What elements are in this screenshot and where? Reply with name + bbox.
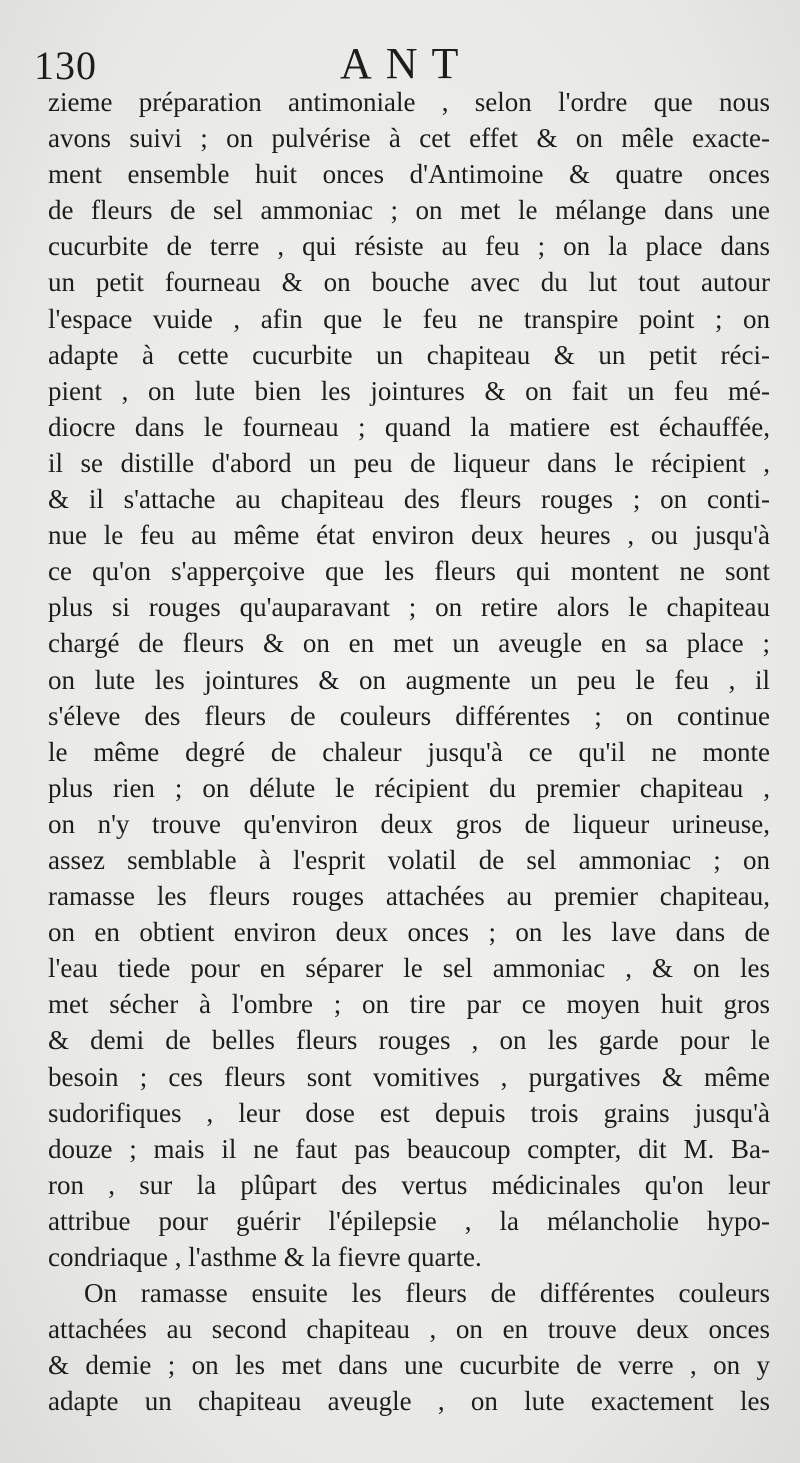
text-line: s'éleve des fleurs de couleurs différentes ; on continue <box>48 700 770 731</box>
text-line: un petit fourneau & on bouche avec du lut tout autour <box>48 267 770 298</box>
text-line: attribue pour guérir l'épilepsie , la mélancholie hypo- <box>48 1205 770 1236</box>
text-line: condriaque , l'asthme & la fievre quarte. <box>48 1242 482 1272</box>
text-line: diocre dans le fourneau ; quand la matiere est échauffée, <box>48 411 770 442</box>
text-line: chargé de fleurs & on en met un aveugle en sa place ; <box>48 628 770 659</box>
text-line: assez semblable à l'esprit volatil de sel ammoniac ; on <box>48 844 770 875</box>
page-number: 130 <box>34 43 97 88</box>
text-line: & demi de belles fleurs rouges , on les garde pour le <box>48 1025 770 1056</box>
text-line: plus si rouges qu'auparavant ; on retire alors le chapiteau <box>48 592 770 623</box>
text-line: adapte à cette cucurbite un chapiteau & un petit réci- <box>48 339 770 370</box>
text-line: adapte un chapiteau aveugle , on lute exactement les <box>48 1386 770 1417</box>
text-line: il se distille d'abord un peu de liqueur dans le récipient , <box>48 447 770 478</box>
text-line: ron , sur la plûpart des vertus médicinales qu'on leur <box>48 1169 770 1200</box>
text-line: & il s'attache au chapiteau des fleurs rouges ; on conti- <box>48 484 770 515</box>
text-line: avons suivi ; on pulvérise à cet effet & on mêle exacte- <box>48 123 770 154</box>
text-line: on en obtient environ deux onces ; on les lave dans de <box>48 917 770 948</box>
text-line: cucurbite de terre , qui résiste au feu ; on la place dans <box>48 231 770 262</box>
text-line: attachées au second chapiteau , on en trouve deux onces <box>48 1314 770 1345</box>
page-header <box>0 38 800 88</box>
body-text <box>48 84 770 1419</box>
text-line: ment ensemble huit onces d'Antimoine & quatre onces <box>48 159 770 190</box>
text-line: zieme préparation antimoniale , selon l'ordre que nous <box>48 87 770 117</box>
text-line: besoin ; ces fleurs sont vomitives , purgatives & même <box>48 1061 770 1092</box>
text-line: sudorifiques , leur dose est depuis trois grains jusqu'à <box>48 1097 770 1128</box>
text-line: nue le feu au même état environ deux heures , ou jusqu'à <box>48 520 770 551</box>
text-line: pient , on lute bien les jointures & on fait un feu mé- <box>48 375 770 406</box>
text-line: l'eau tiede pour en séparer le sel ammoniac , & on les <box>48 953 770 984</box>
text-line: de fleurs de sel ammoniac ; on met le mélange dans une <box>48 195 770 226</box>
text-line: le même degré de chaleur jusqu'à ce qu'il ne monte <box>48 736 770 767</box>
text-line: On ramasse ensuite les fleurs de différentes couleurs <box>84 1278 770 1309</box>
text-line: on n'y trouve qu'environ deux gros de liqueur urineuse, <box>48 808 770 839</box>
text-line: ramasse les fleurs rouges attachées au premier chapiteau, <box>48 881 770 912</box>
running-head: ANT <box>340 39 473 88</box>
text-line: & demie ; on les met dans une cucurbite de verre , on y <box>48 1350 770 1381</box>
text-line: l'espace vuide , afin que le feu ne transpire point ; on <box>48 303 770 334</box>
text-line: on lute les jointures & on augmente un peu le feu , il <box>48 664 770 695</box>
text-line: douze ; mais il ne faut pas beaucoup compter, dit M. Ba- <box>48 1133 770 1164</box>
text-line: ce qu'on s'apperçoive que les fleurs qui montent ne sont <box>48 556 770 587</box>
text-line: plus rien ; on délute le récipient du premier chapiteau , <box>48 772 770 803</box>
text-line: met sécher à l'ombre ; on tire par ce moyen huit gros <box>48 989 770 1020</box>
